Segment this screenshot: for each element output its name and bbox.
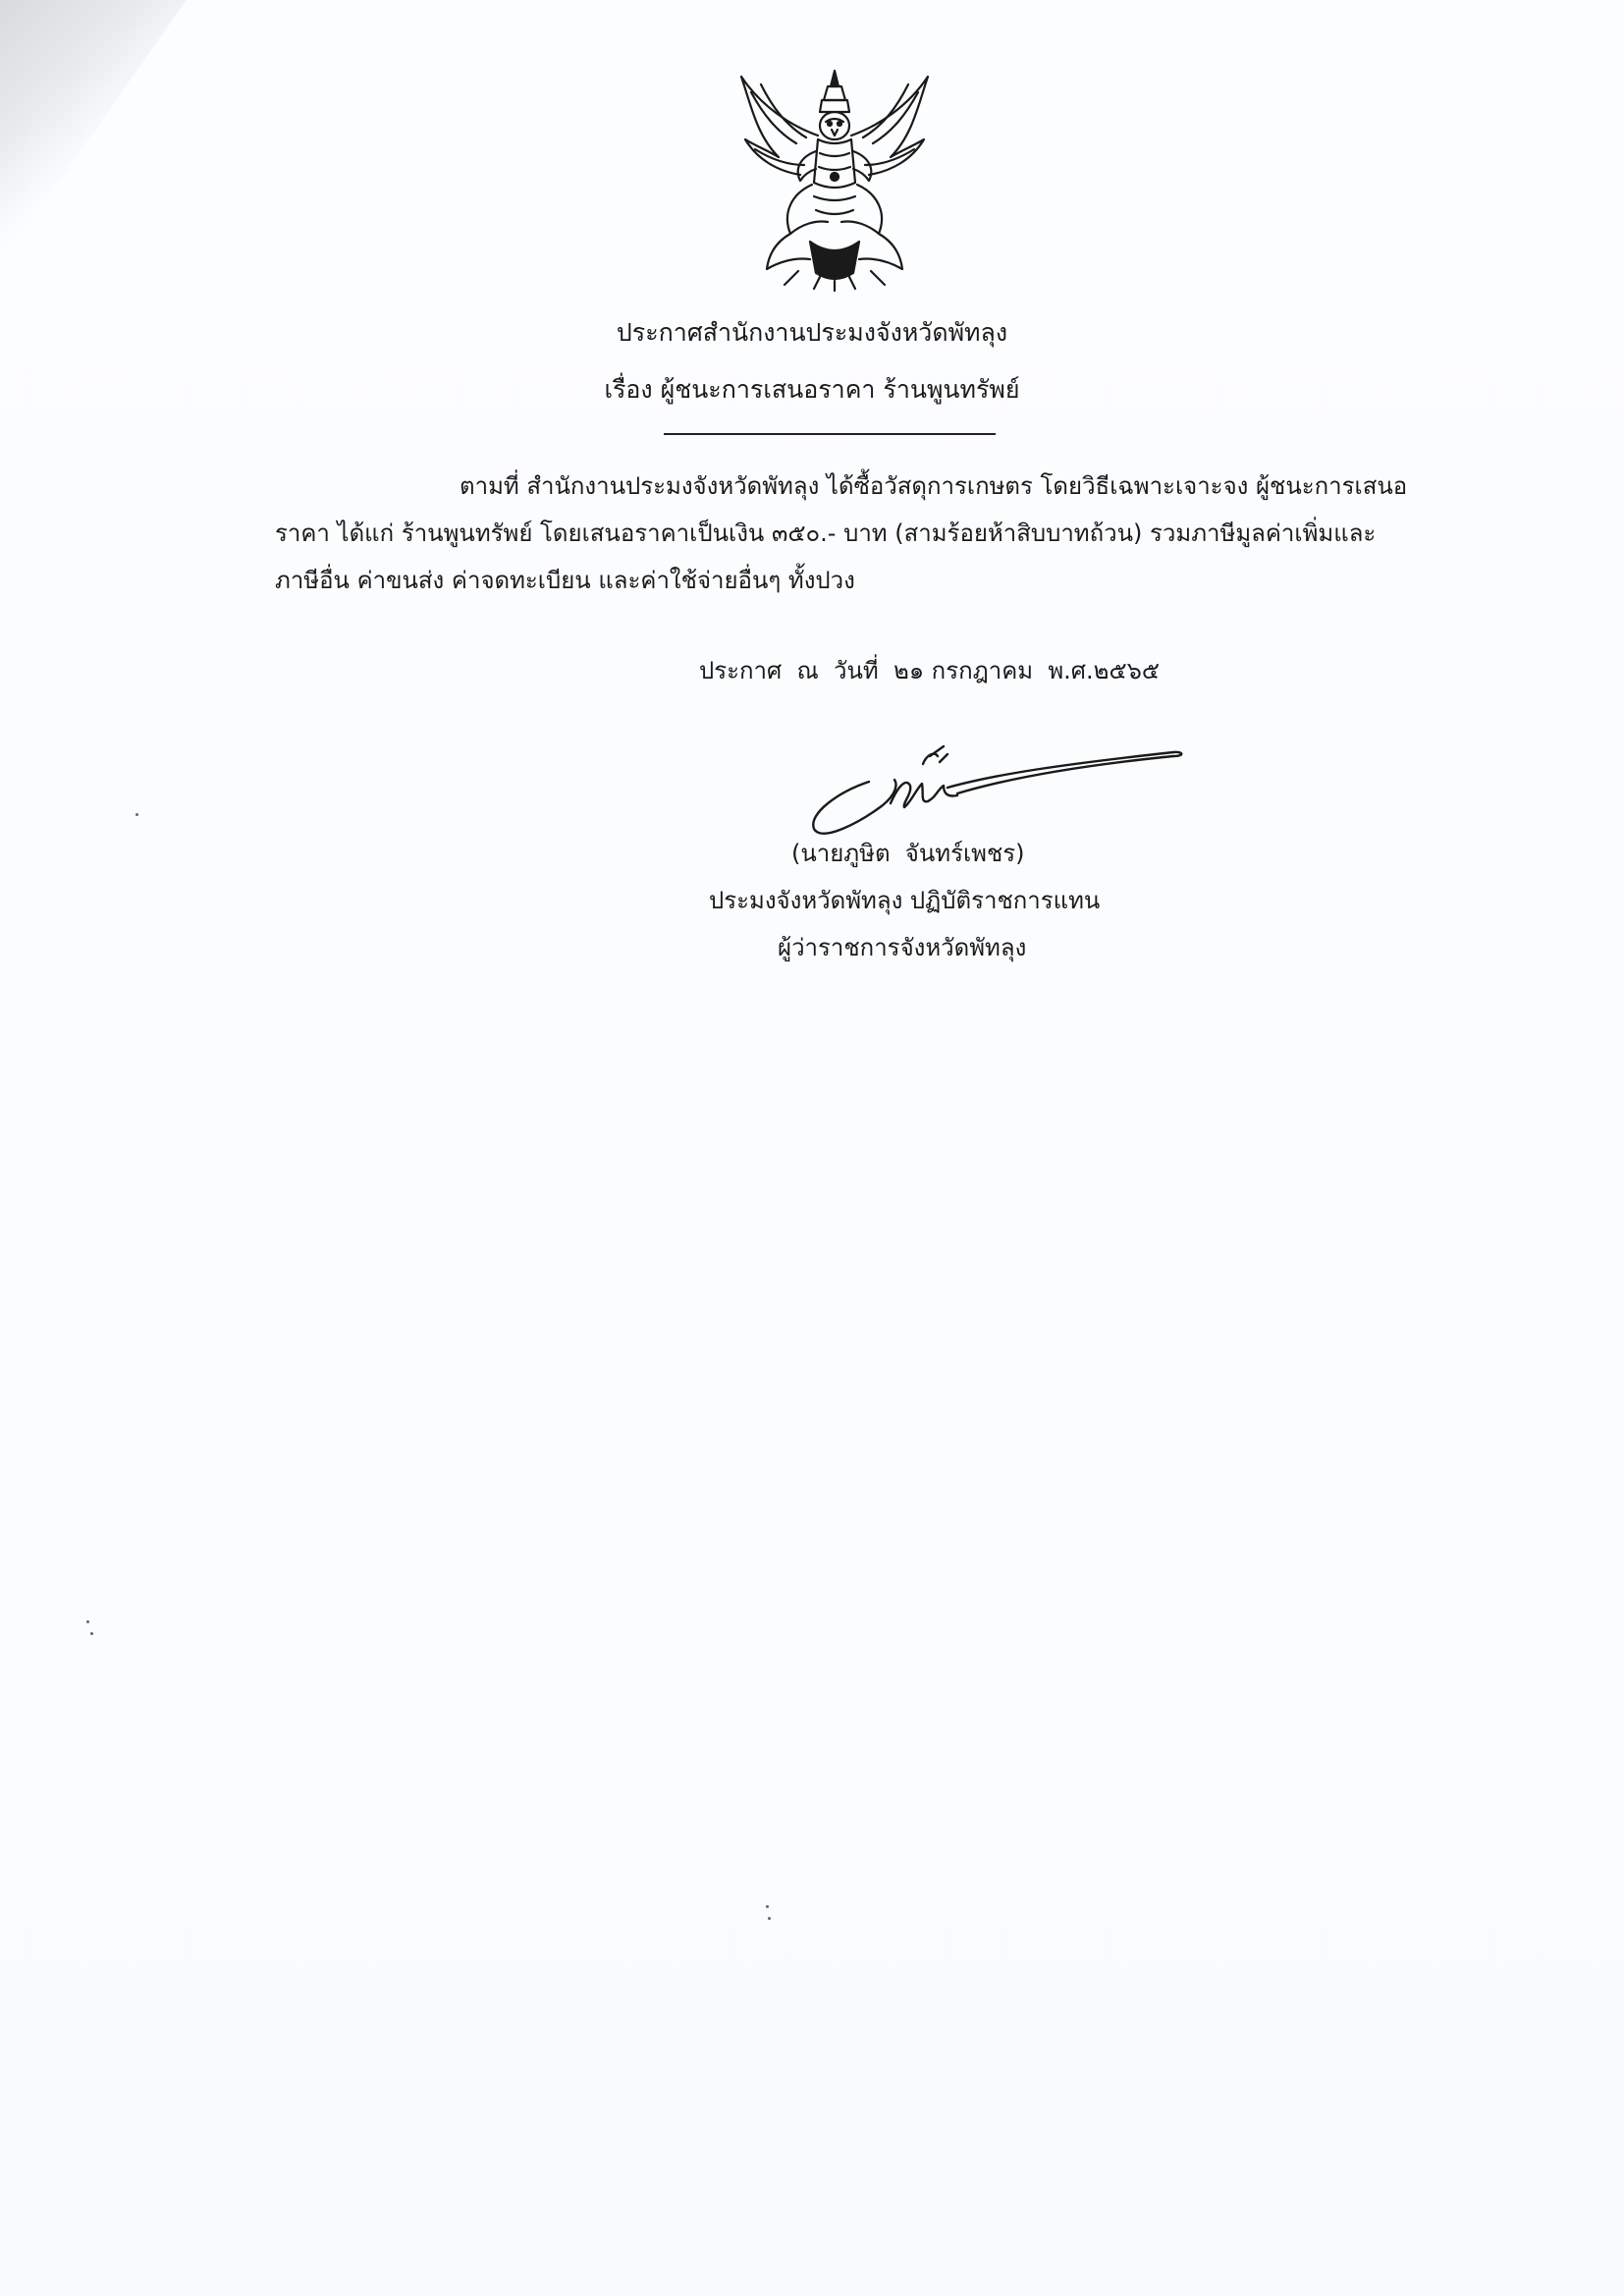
- paper-speck: [90, 1632, 93, 1635]
- signatory-position: ประมงจังหวัดพัทลุง ปฏิบัติราชการแทน: [709, 887, 1101, 914]
- paper-speck: [135, 813, 138, 816]
- paper-speck: [766, 1905, 769, 1908]
- handwritten-signature: [800, 735, 1193, 843]
- announcement-title: ประกาศสำนักงานประมงจังหวัดพัทลุง: [616, 318, 1008, 347]
- signatory-on-behalf: ผู้ว่าราชการจังหวัดพัทลุง: [778, 934, 1027, 961]
- announcement-date: ประกาศ ณ วันที่ ๒๑ กรกฎาคม พ.ศ.๒๕๖๕: [699, 657, 1161, 684]
- body-paragraph-line-2: ราคา ได้แก่ ร้านพูนทรัพย์ โดยเสนอราคาเป็นเงิน ๓๕๐.- บาท (สามร้อยห้าสิบบาทถ้วน) รวมภาษีมูลค่าเพิ่มและ: [275, 519, 1377, 547]
- paper-speck: [768, 1917, 771, 1920]
- body-paragraph-line-3: ภาษีอื่น ค่าขนส่ง ค่าจดทะเบียน และค่าใช้จ่ายอื่นๆ ทั้งปวง: [275, 567, 855, 594]
- folded-corner: [0, 0, 187, 265]
- title-underline: [664, 433, 996, 435]
- signatory-name: (นายภูษิต จันทร์เพชร): [791, 840, 1025, 867]
- paper-speck: [86, 1620, 89, 1623]
- announcement-subject: เรื่อง ผู้ชนะการเสนอราคา ร้านพูนทรัพย์: [604, 375, 1020, 404]
- garuda-emblem-icon: [722, 67, 947, 293]
- body-paragraph-line-1: ตามที่ สำนักงานประมงจังหวัดพัทลุง ได้ซื้อวัสดุการเกษตร โดยวิธีเฉพาะเจาะจง ผู้ชนะการเสนอ: [460, 472, 1408, 500]
